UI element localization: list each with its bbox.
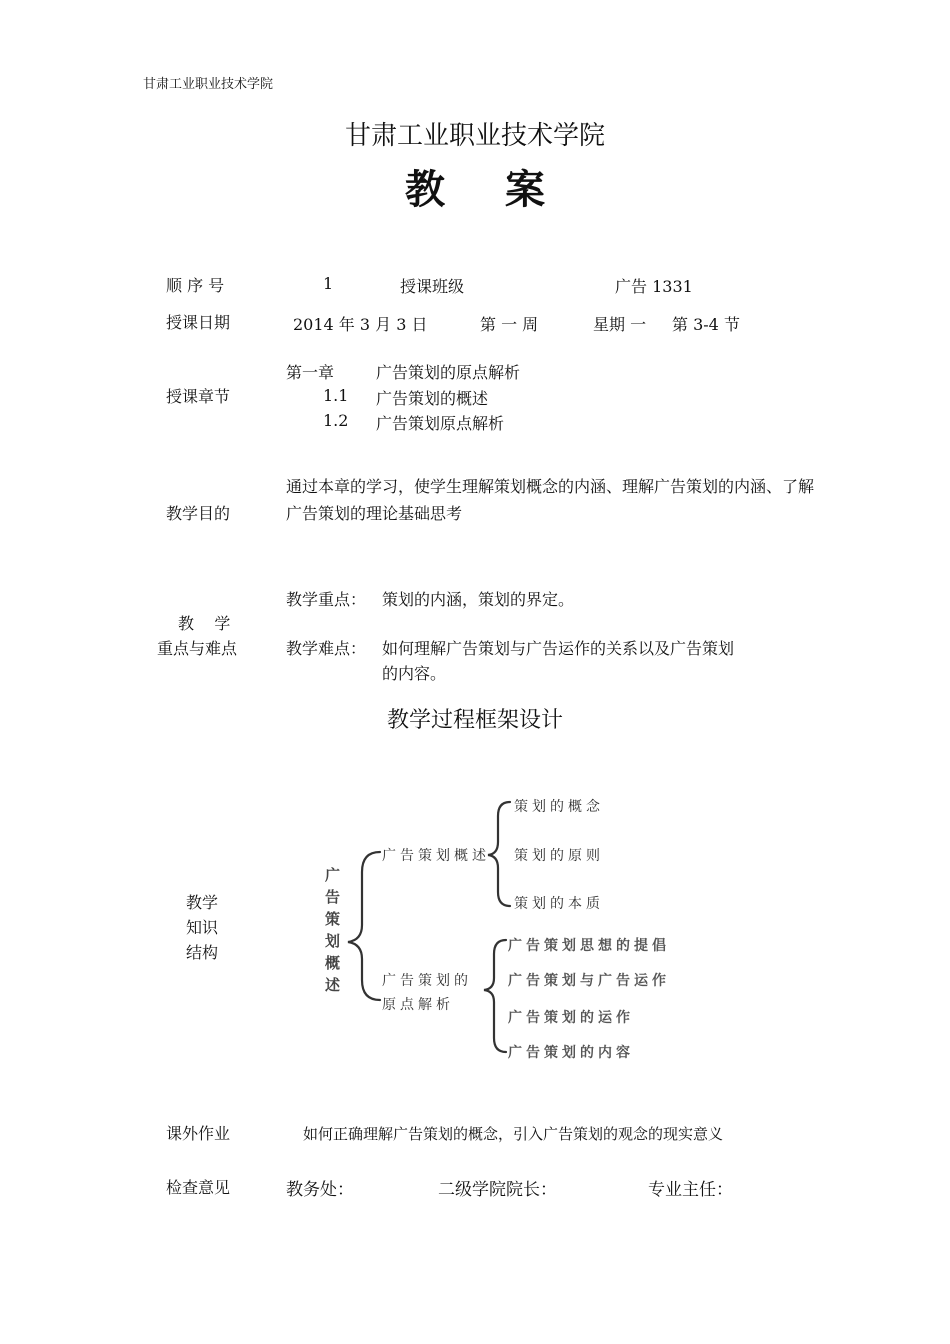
branch-1-item: 策划的原则 — [514, 848, 604, 864]
knowledge-label-1: 教学 — [186, 893, 219, 912]
knowledge-label-3: 结构 — [186, 943, 219, 962]
review-director: 专业主任： — [648, 1180, 733, 1200]
objective-text: 通过本章的学习，使学生理解策划概念的内涵、理解广告策划的内涵、了解广告策划的理论基础思考 — [286, 477, 815, 523]
keypoints-label-2: 重点与难点 — [157, 639, 238, 658]
seq-value: 1 — [323, 274, 334, 293]
period-value: 第 3-4 节 — [672, 315, 740, 334]
section-num-1: 1.1 — [323, 386, 349, 405]
difficulty-prefix: 教学难点： — [286, 639, 367, 658]
chapter-title: 广告策划的原点解析 — [376, 363, 521, 382]
seq-label: 顺 序 号 — [166, 276, 225, 295]
difficulty-line-2: 的内容。 — [382, 664, 447, 683]
review-dean: 二级学院院长： — [438, 1180, 557, 1200]
knowledge-root — [325, 864, 343, 996]
branch-2-item: 广告策划思想的提倡 — [508, 938, 670, 954]
branch-1-item: 策划的概念 — [514, 799, 604, 815]
root-char: 概 — [325, 954, 341, 972]
section-num-2: 1.2 — [323, 411, 349, 430]
root-char: 广 — [325, 866, 341, 884]
root-char: 划 — [325, 932, 341, 950]
focus-text: 策划的内涵，策划的界定。 — [382, 590, 575, 609]
root-char: 策 — [325, 910, 341, 928]
branch-2-line-2: 原点解析 — [382, 997, 454, 1013]
difficulty-line-1: 如何理解广告策划与广告运作的关系以及广告策划 — [382, 639, 735, 658]
objective-label: 教学目的 — [166, 504, 231, 523]
date-value: 2014 年 3 月 3 日 — [293, 315, 428, 334]
branch-1: 广告策划概述 — [382, 848, 490, 864]
homework-label: 课外作业 — [166, 1124, 231, 1143]
review-office: 教务处： — [286, 1180, 354, 1200]
branch-2-item: 广告策划与广告运作 — [508, 973, 670, 989]
section-title-2: 广告策划原点解析 — [376, 414, 505, 433]
knowledge-label-2: 知识 — [186, 918, 219, 937]
keypoints-label-1: 教 学 — [178, 614, 231, 633]
page-header: 甘肃工业职业技术学院 — [143, 77, 274, 92]
branch-2-item: 广告策划的内容 — [508, 1045, 634, 1061]
week-value: 第 一 周 — [480, 315, 539, 334]
weekday-value: 星期 一 — [593, 315, 647, 334]
root-char: 述 — [325, 976, 341, 994]
focus-prefix: 教学重点： — [286, 590, 367, 609]
branch-2-item: 广告策划的运作 — [508, 1010, 634, 1026]
class-label: 授课班级 — [400, 277, 465, 296]
root-char: 告 — [325, 888, 341, 906]
branch-2-line-1: 广告策划的 — [382, 973, 472, 989]
branch-1-item: 策划的本质 — [514, 896, 604, 912]
chapter-label: 授课章节 — [166, 387, 231, 406]
homework-text: 如何正确理解广告策划的概念，引入广告策划的观念的现实意义 — [303, 1125, 724, 1143]
section-title-1: 广告策划的概述 — [376, 389, 489, 408]
framework-title: 教学过程框架设计 — [386, 708, 563, 733]
school-name: 甘肃工业职业技术学院 — [344, 121, 605, 151]
review-label: 检查意见 — [166, 1178, 231, 1197]
chapter-num: 第一章 — [286, 363, 335, 382]
date-label: 授课日期 — [166, 313, 231, 332]
class-value: 广告 1331 — [615, 277, 693, 296]
document-title: 教案 — [405, 167, 605, 213]
